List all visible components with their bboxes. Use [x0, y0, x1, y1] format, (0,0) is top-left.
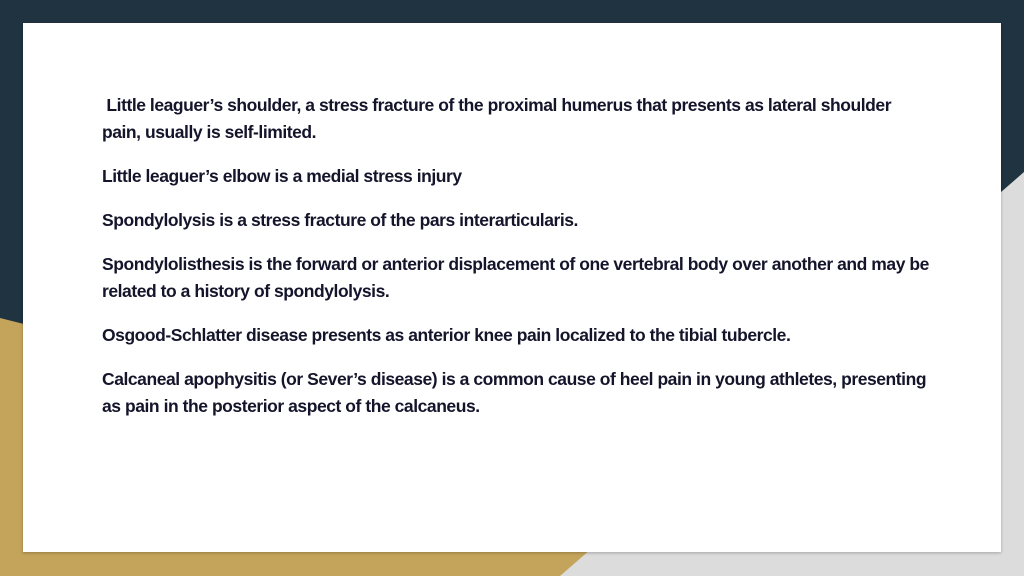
paragraph-spondylolysis: Spondylolysis is a stress fracture of the pars interarticularis. [102, 210, 578, 230]
paragraph-little-leaguer-shoulder: Little leaguer’s shoulder, a stress fracture of the proximal humerus that presents as lateral shoulder pain, usually is self-limited. [102, 95, 896, 142]
paragraph-calcaneal-apophysitis: Calcaneal apophysitis (or Sever’s disease) is a common cause of heel pain in young athletes, presenting as pain in the posterior aspect of the calcaneus. [102, 369, 927, 416]
slide-card [23, 23, 1001, 552]
slide-content [102, 92, 932, 437]
paragraph-osgood-schlatter: Osgood-Schlatter disease presents as anterior knee pain localized to the tibial tubercle. [102, 325, 791, 345]
paragraph-spondylolisthesis: Spondylolisthesis is the forward or anterior displacement of one vertebral body over another and may be related to a history of spondylolysis. [102, 254, 929, 301]
paragraph-little-leaguer-elbow: Little leaguer’s elbow is a medial stress injury [102, 166, 462, 186]
